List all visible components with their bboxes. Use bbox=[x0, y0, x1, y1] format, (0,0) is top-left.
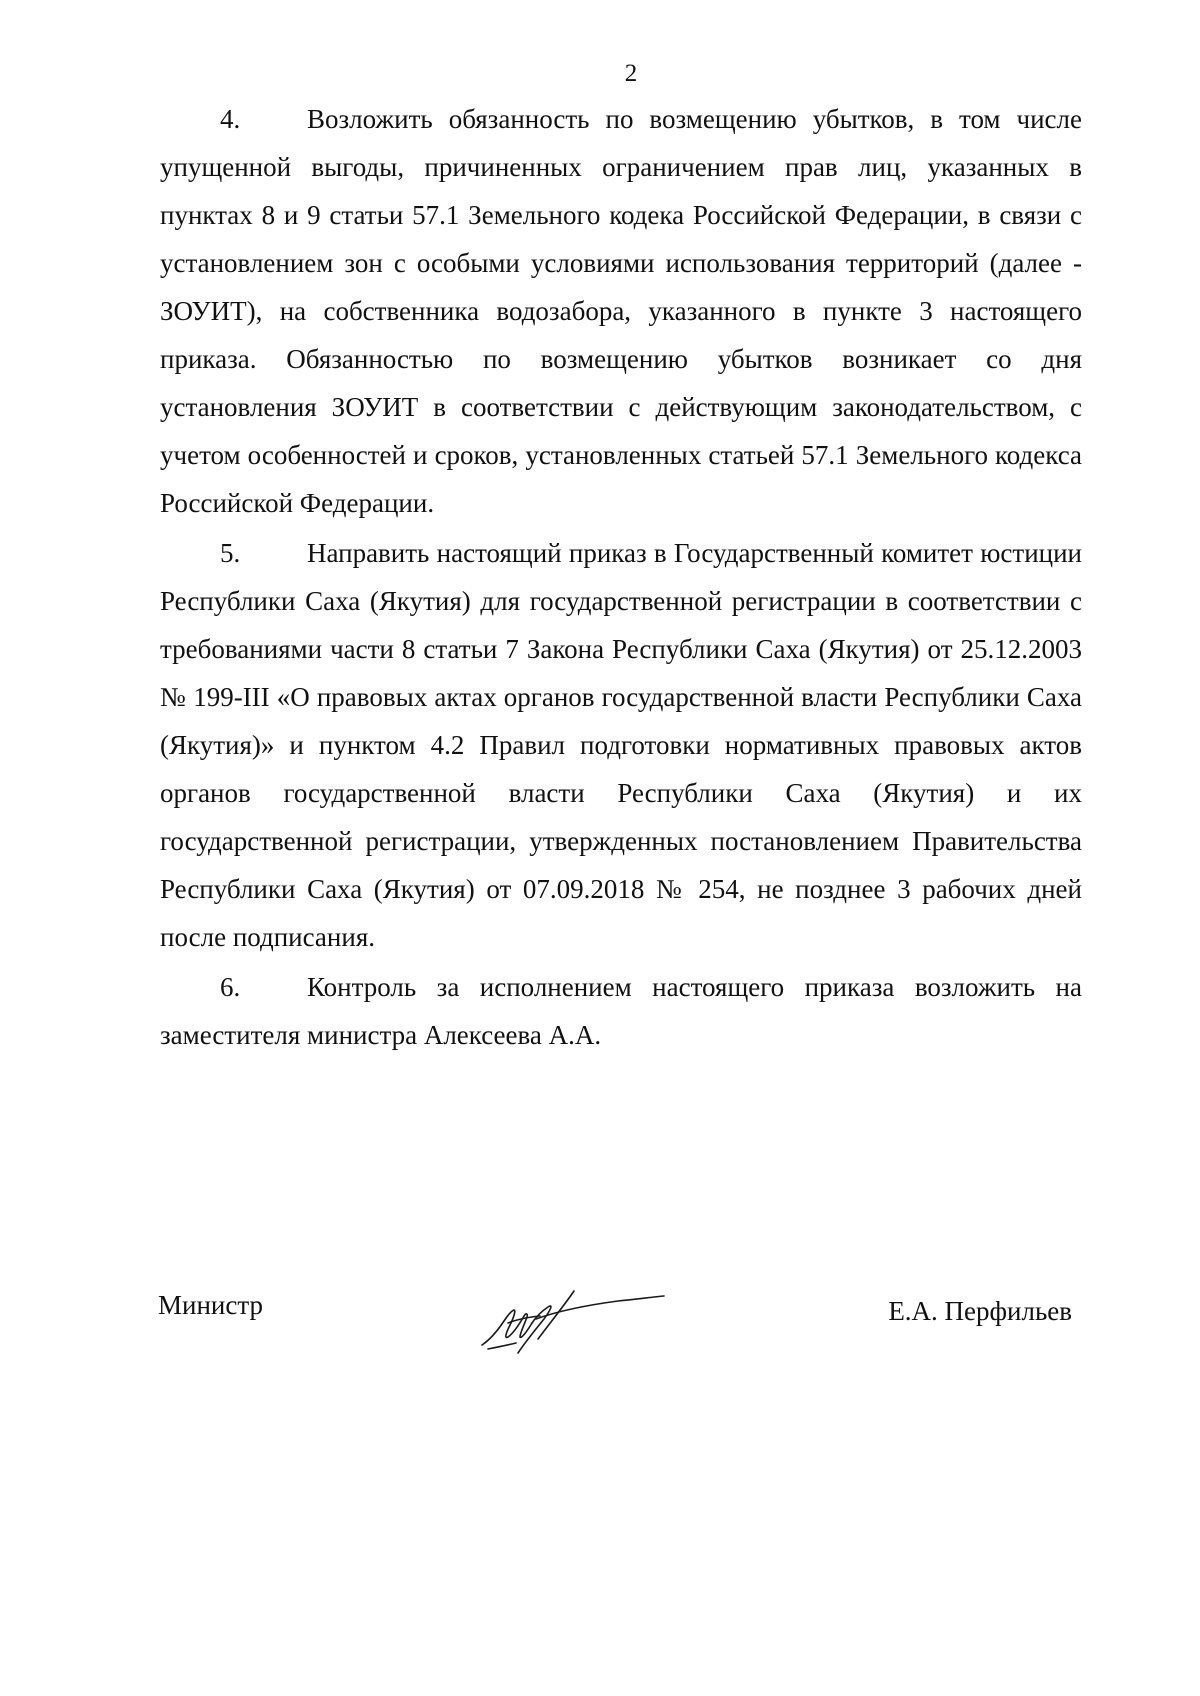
document-body bbox=[160, 95, 1082, 1061]
handwritten-signature bbox=[478, 1283, 668, 1363]
signatory-title: Министр bbox=[158, 1290, 263, 1320]
paragraph-number: 6. bbox=[220, 972, 241, 1002]
paragraph-text: Контроль за исполнением настоящего приказа возложить на заместителя министра Алексеева А.А. bbox=[160, 972, 1082, 1050]
paragraph-text: Направить настоящий приказ в Государственный комитет юстиции Республики Саха (Якутия) для государственной регистрации в соответствии с требованиями части 8 статьи 7 Закона Республики Саха (Якутия) от 25.12.2003 № 199-III «О правовых актах органов государственной власти Республики Саха (Якутия)» и пунктом 4.2 Правил подготовки нормативных правовых актов органов государственной власти Республики Саха (Якутия) и их государственной регистрации, утвержденных постановлением Правительства Республики Саха (Якутия) от 07.09.2018 № 254, не позднее 3 рабочих дней после подписания. bbox=[160, 538, 1082, 952]
paragraph-number: 5. bbox=[220, 538, 241, 568]
signatory-name: Е.А. Перфильев bbox=[888, 1296, 1072, 1326]
page-number: 2 bbox=[624, 60, 638, 87]
paragraph-6 bbox=[160, 963, 1082, 1059]
paragraph-4 bbox=[160, 95, 1082, 527]
paragraph-5 bbox=[160, 529, 1082, 961]
paragraph-text: Возложить обязанность по возмещению убытков, в том числе упущенной выгоды, причиненных ограничением прав лиц, указанных в пунктах 8 и 9 статьи 57.1 Земельного кодека Российской Федерации, в связи с установлением зон с особыми условиями использования территорий (далее - ЗОУИТ), на собственника водозабора, указанного в пункте 3 настоящего приказа. Обязанностью по возмещению убытков возникает со дня установления ЗОУИТ в соответствии с действующим законодательством, с учетом особенностей и сроков, установленных статьей 57.1 Земельного кодекса Российской Федерации. bbox=[160, 104, 1082, 518]
paragraph-number: 4. bbox=[220, 104, 241, 134]
